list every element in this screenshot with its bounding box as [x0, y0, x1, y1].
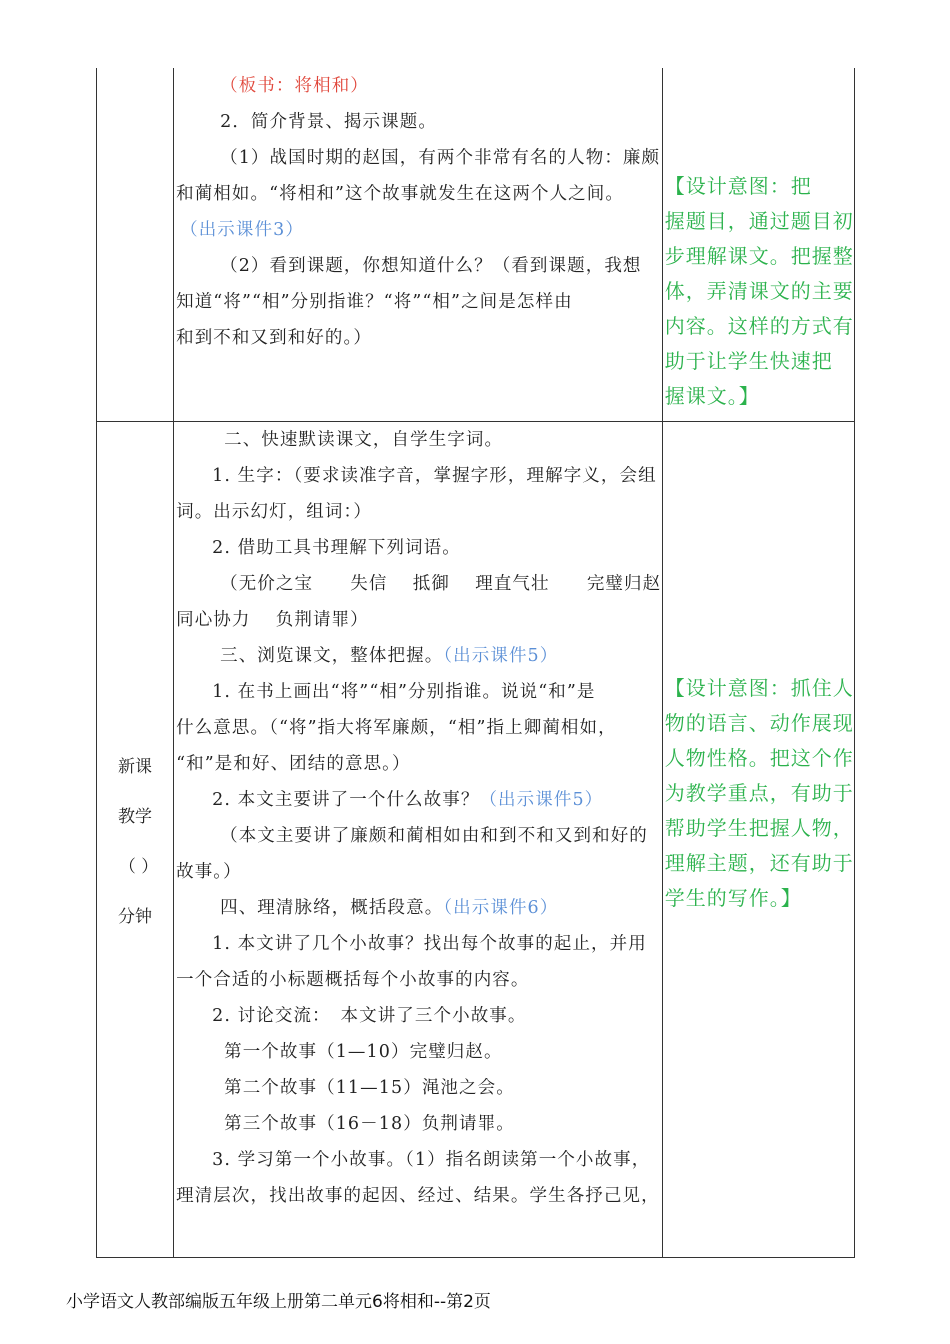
design-note-line: 为教学重点，有助于: [664, 780, 854, 805]
design-note-line: 【设计意图：把: [664, 174, 812, 198]
courseware-note: （出示课件5）: [443, 645, 559, 666]
line-text: 2. 借助工具书理解下列词语。: [212, 537, 461, 558]
content-line: [174, 566, 662, 602]
content-line: [174, 248, 662, 284]
line-text: 3. 学习第一个小故事。（1）指名朗读第一个小故事，: [212, 1149, 651, 1170]
content-line: [174, 68, 662, 104]
label-cell-empty: [97, 68, 174, 421]
design-note-line: 助于让学生快速把: [664, 349, 833, 373]
label-line: 教学: [118, 806, 153, 827]
line-text: 三、浏览课文，整体把握。: [220, 645, 444, 666]
minutes-paren: [97, 842, 173, 892]
line-text: 词。出示幻灯，组词：）: [176, 501, 372, 522]
line-text: （出示课件3）: [180, 220, 304, 240]
design-note-line: 【设计意图：抓住人: [664, 675, 854, 700]
line-text: 2. 本文主要讲了一个什么故事？: [212, 789, 480, 810]
design-note-line: 握课文。】: [664, 384, 760, 408]
line-text: 知道“将”“相”分别指谁？“将”“相”之间是怎样由: [176, 292, 573, 312]
design-note-line: 人物性格。把这个作: [664, 745, 854, 770]
content-line: [174, 674, 662, 710]
content-line: [174, 422, 662, 458]
line-text: 第二个故事（11—15）渑池之会。: [224, 1077, 515, 1098]
design-note-line: 学生的写作。】: [664, 885, 802, 910]
content-line: [174, 638, 662, 674]
content-line: [174, 458, 662, 494]
content-line: [174, 530, 662, 566]
label-cell: [97, 421, 174, 1257]
content-line: [174, 320, 662, 356]
courseware-note: （出示课件6）: [443, 897, 559, 918]
table-row: [97, 421, 855, 1257]
content-line: [174, 746, 662, 782]
design-cell: [662, 68, 854, 421]
content-line: [174, 212, 662, 248]
content-line: [174, 140, 662, 176]
content-line: [174, 104, 662, 140]
design-note-line: 物的语言、动作展现: [664, 710, 854, 735]
design-note-line: 体，弄清课文的主要: [664, 279, 854, 303]
line-text: 四、理清脉络，概括段意。: [220, 897, 444, 918]
line-text: （本文主要讲了廉颇和蔺相如由和到不和又到和好的: [220, 825, 648, 846]
line-text: 故事。）: [176, 861, 242, 882]
design-note-line: 帮助学生把握人物，: [664, 815, 854, 840]
content-line: [174, 284, 662, 320]
line-text: （2）看到课题，你想知道什么？（看到课题，我想: [220, 256, 642, 276]
design-note-line: 步理解课文。把握整: [664, 244, 854, 268]
content-line: [174, 818, 662, 854]
content-lines: [174, 68, 662, 356]
content-line: [174, 602, 662, 638]
line-text: 和到不和又到和好的。）: [176, 328, 372, 348]
content-line: [174, 176, 662, 212]
line-text: （无价之宝 失信 抵御 理直气壮 完璧归赵: [220, 573, 662, 594]
line-text: 理清层次，找出故事的起因、经过、结果。学生各抒己见，: [176, 1185, 660, 1206]
design-note: [663, 68, 854, 414]
line-text: 2. 讨论交流： 本文讲了三个小故事。: [212, 1005, 527, 1026]
line-text: 2．简介背景、揭示课题。: [220, 112, 437, 132]
content-cell: [174, 68, 663, 421]
line-text: 1. 本文讲了几个小故事？找出每个故事的起止，并用: [212, 933, 647, 954]
content-line: [174, 890, 662, 926]
content-line: [174, 782, 662, 818]
paren-open: （: [118, 856, 136, 877]
content-line: [174, 1106, 662, 1142]
line-text: 第一个故事（1—10）完璧归赵。: [224, 1041, 503, 1062]
content-cell: [174, 421, 663, 1257]
content-line: [174, 710, 662, 746]
table-row: [97, 68, 855, 421]
line-text: 和蔺相如。“将相和”这个故事就发生在这两个人之间。: [176, 184, 624, 204]
content-line: [174, 1178, 662, 1214]
line-text: 一个合适的小标题概括每个小故事的内容。: [176, 969, 530, 990]
content-line: [174, 494, 662, 530]
lesson-plan-table: [96, 68, 855, 1258]
content-lines: [174, 422, 662, 1214]
line-text: 同心协力 负荆请罪）: [176, 609, 369, 630]
design-note-line: 内容。这样的方式有: [664, 314, 854, 338]
paren-close: ）: [141, 856, 159, 877]
design-cell: [662, 421, 854, 1257]
line-text: 1. 在书上画出“将”“相”分别指谁。说说“和”是: [212, 681, 596, 702]
line-text: “和”是和好、团结的意思。）: [176, 753, 411, 774]
content-line: [174, 1142, 662, 1178]
line-text: 1. 生字：（要求读准字音，掌握字形，理解字义，会组: [212, 465, 657, 486]
line-text: 第三个故事（16－18）负荆请罪。: [224, 1113, 515, 1134]
content-line: [174, 1034, 662, 1070]
design-note: [663, 422, 854, 916]
content-line: [174, 998, 662, 1034]
label-line: 分钟: [118, 906, 153, 927]
line-text: （板书：将相和）: [220, 76, 369, 96]
line-text: 二、快速默读课文，自学生字词。: [224, 429, 504, 450]
content-line: [174, 1070, 662, 1106]
design-note-line: 理解主题，还有助于: [664, 850, 854, 875]
label-line: 新课: [118, 756, 153, 777]
page-footer: 小学语文人教部编版五年级上册第二单元6将相和--第2页: [66, 1292, 491, 1312]
line-text: （1）战国时期的赵国，有两个非常有名的人物：廉颇: [220, 148, 661, 168]
courseware-note: （出示课件5）: [479, 789, 604, 810]
line-text: 什么意思。（“将”指大将军廉颇，“相”指上卿蔺相如，: [176, 717, 617, 738]
content-line: [174, 926, 662, 962]
design-note-line: 握题目，通过题目初: [664, 209, 854, 233]
content-line: [174, 854, 662, 890]
content-line: [174, 962, 662, 998]
